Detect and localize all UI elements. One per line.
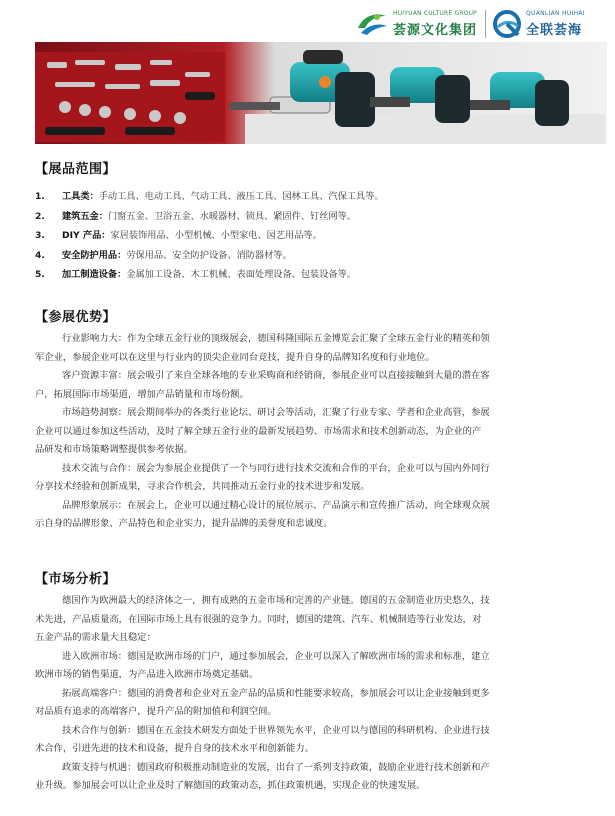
huiyuan-logo-en: HUIYUAN CULTURE GROUP — [393, 10, 478, 17]
market-body — [35, 592, 580, 796]
logo-divider — [485, 10, 486, 38]
advantage-paragraph: 客户资源丰富：展会吸引了来自全球各地的专业采购商和经销商，参展企业可以直接接触到大量的潜在客 户，拓展国际市场渠道，增加产品销量和市场份额。 — [35, 370, 490, 400]
huiyuan-logo — [355, 6, 480, 42]
market-paragraph: 拓展高端客户：德国的消费者和企业对五金产品的品质和性能要求较高，参加展会可以让企业接触到更多 对品质有追求的高端客户，提升产品的附加值和利润空间。 — [35, 687, 490, 717]
quanlian-logo — [492, 6, 605, 42]
header-logos — [355, 6, 605, 42]
advantage-paragraph: 品牌形象展示：在展会上，企业可以通过精心设计的展位展示、产品演示和宣传推广活动，向全球观众展 示自身的品牌形象、产品特色和企业实力，提升品牌的美誉度和忠诚度。 — [35, 499, 490, 529]
advantage-paragraph: 市场趋势洞察：展会期间举办的各类行业论坛、研讨会等活动，汇聚了行业专家、学者和企业高管，参展 企业可以通过参加这些活动，及时了解全球五金行业的最新发展趋势、市场需求和技术创新动态，为企业的产 品研发和市场策略调整提供参考依据。 — [35, 407, 490, 455]
market-paragraph: 技术合作与创新：德国在五金技术研发方面处于世界领先水平，企业可以与德国的科研机构、企业进行技 术合作，引进先进的技术和设备，提升自身的技术水平和创新能力。 — [35, 724, 490, 754]
quanlian-logo-en: QUANLIAN HUIHAI — [526, 10, 585, 17]
list-item: 4. 安全防护用品：劳保用品、安全防护设备、消防器材等。 — [35, 249, 292, 261]
advantage-paragraph: 技术交流与合作：展会为参展企业提供了一个与同行进行技术交流和合作的平台，企业可以与国内外同行 分享技术经验和创新成果，寻求合作机会，共同推动五金行业的技术进步和发展。 — [35, 462, 490, 492]
scope-list — [35, 187, 595, 285]
power-tools-photo-icon — [35, 42, 607, 144]
scope-title: 【展品范围】 — [35, 162, 117, 177]
list-item: 3. DIY 产品：家居装饰用品、小型机械、小型家电、园艺用品等。 — [35, 230, 322, 241]
advantages-title: 【参展优势】 — [35, 310, 117, 325]
list-item: 5. 加工制造设备：金属加工设备、木工机械、表面处理设备、包装设备等。 — [35, 269, 356, 280]
list-item: 2. 建筑五金：门窗五金、卫浴五金、水暖器材、锁具、紧固件、钉丝网等。 — [35, 210, 356, 222]
quanlian-logo-cn: 全联荟海 — [526, 23, 583, 38]
market-title: 【市场分析】 — [35, 572, 117, 587]
market-paragraph: 德国作为欧洲最大的经济体之一，拥有成熟的五金市场和完善的产业链。德国的五金制造业历史悠久，技 术先进，产品质量高，在国际市场上具有很强的竞争力。同时，德国的建筑、汽车、机械制造等行业发达，对 五金产品的需求量大且稳定： — [35, 595, 490, 643]
huiyuan-logo-icon — [355, 8, 389, 38]
market-paragraph: 进入欧洲市场：德国是欧洲市场的门户，通过参加展会，企业可以深入了解欧洲市场的需求和标准，建立 欧洲市场的销售渠道，为产品进入欧洲市场奠定基础。 — [35, 650, 490, 680]
list-item: 1. 工具类：手动工具、电动工具、气动工具、液压工具、园林工具、汽保工具等。 — [35, 191, 384, 202]
banner-power-tools-photo — [35, 42, 607, 144]
advantage-paragraph: 行业影响力大：作为全球五金行业的顶级展会，德国科隆国际五金博览会汇聚了全球五金行业的精英和领 军企业，参展企业可以在这里与行业内的顶尖企业同台竞技，提升自身的品牌知名度和行业地位。 — [35, 333, 490, 363]
quanlian-logo-icon — [492, 9, 522, 39]
advantages-body — [35, 330, 580, 534]
market-paragraph: 政策支持与机遇：德国政府积极推动制造业的发展，出台了一系列支持政策，鼓励企业进行技术创新和产 业升级。参加展会可以让企业及时了解德国的政策动态，抓住政策机遇，实现企业的快速发展。 — [35, 761, 490, 791]
huiyuan-logo-cn: 荟源文化集团 — [393, 23, 478, 38]
